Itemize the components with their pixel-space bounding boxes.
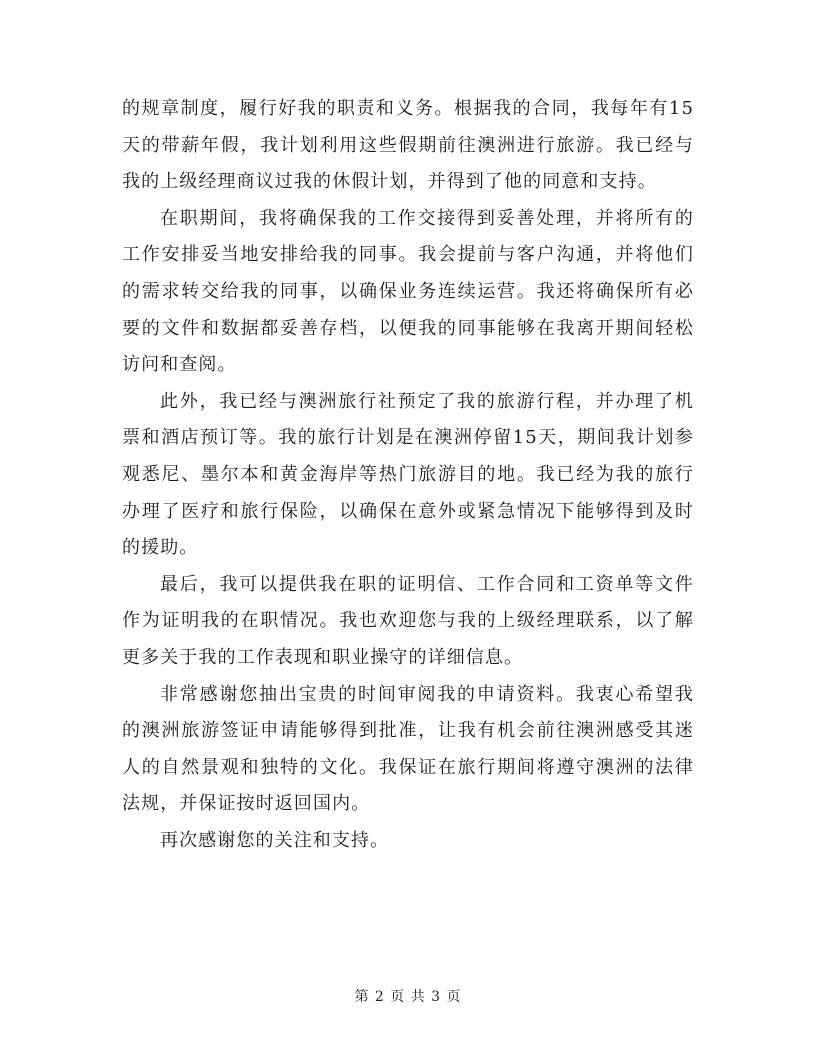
document-body bbox=[122, 91, 694, 859]
paragraph-travel-plan: 此外，我已经与澳洲旅行社预定了我的旅游行程，并办理了机票和酒店预订等。我的旅行计划是在澳洲停留15天，期间我计划参观悉尼、墨尔本和黄金海岸等热门旅游目的地。我已经为我的旅行办理了医疗和旅行保险，以确保在意外或紧急情况下能够得到及时的援助。 bbox=[122, 390, 694, 559]
paragraph-thanks-request: 非常感谢您抽出宝贵的时间审阅我的申请资料。我衷心希望我的澳洲旅游签证申请能够得到批准，让我有机会前往澳洲感受其迷人的自然景观和独特的文化。我保证在旅行期间将遵守澳洲的法律法规，并保证按时返回国内。 bbox=[122, 683, 694, 815]
paragraph-continuation: 的规章制度，履行好我的职责和义务。根据我的合同，我每年有15天的带薪年假，我计划利用这些假期前往澳洲进行旅游。我已经与我的上级经理商议过我的休假计划，并得到了他的同意和支持。 bbox=[122, 98, 694, 193]
paragraph-closing: 再次感谢您的关注和支持。 bbox=[160, 829, 390, 851]
paragraph-proof-documents: 最后，我可以提供我在职的证明信、工作合同和工资单等文件作为证明我的在职情况。我也欢迎您与我的上级经理联系，以了解更多关于我的工作表现和职业操守的详细信息。 bbox=[122, 573, 694, 668]
paragraph-work-handover: 在职期间，我将确保我的工作交接得到妥善处理，并将所有的工作安排妥当地安排给我的同事。我会提前与客户沟通，并将他们的需求转交给我的同事，以确保业务连续运营。我还将确保所有必要的文件和数据都妥善存档，以便我的同事能够在我离开期间轻松访问和查阅。 bbox=[122, 207, 694, 376]
page-number-footer: 第 2 页 共 3 页 bbox=[354, 989, 462, 1005]
